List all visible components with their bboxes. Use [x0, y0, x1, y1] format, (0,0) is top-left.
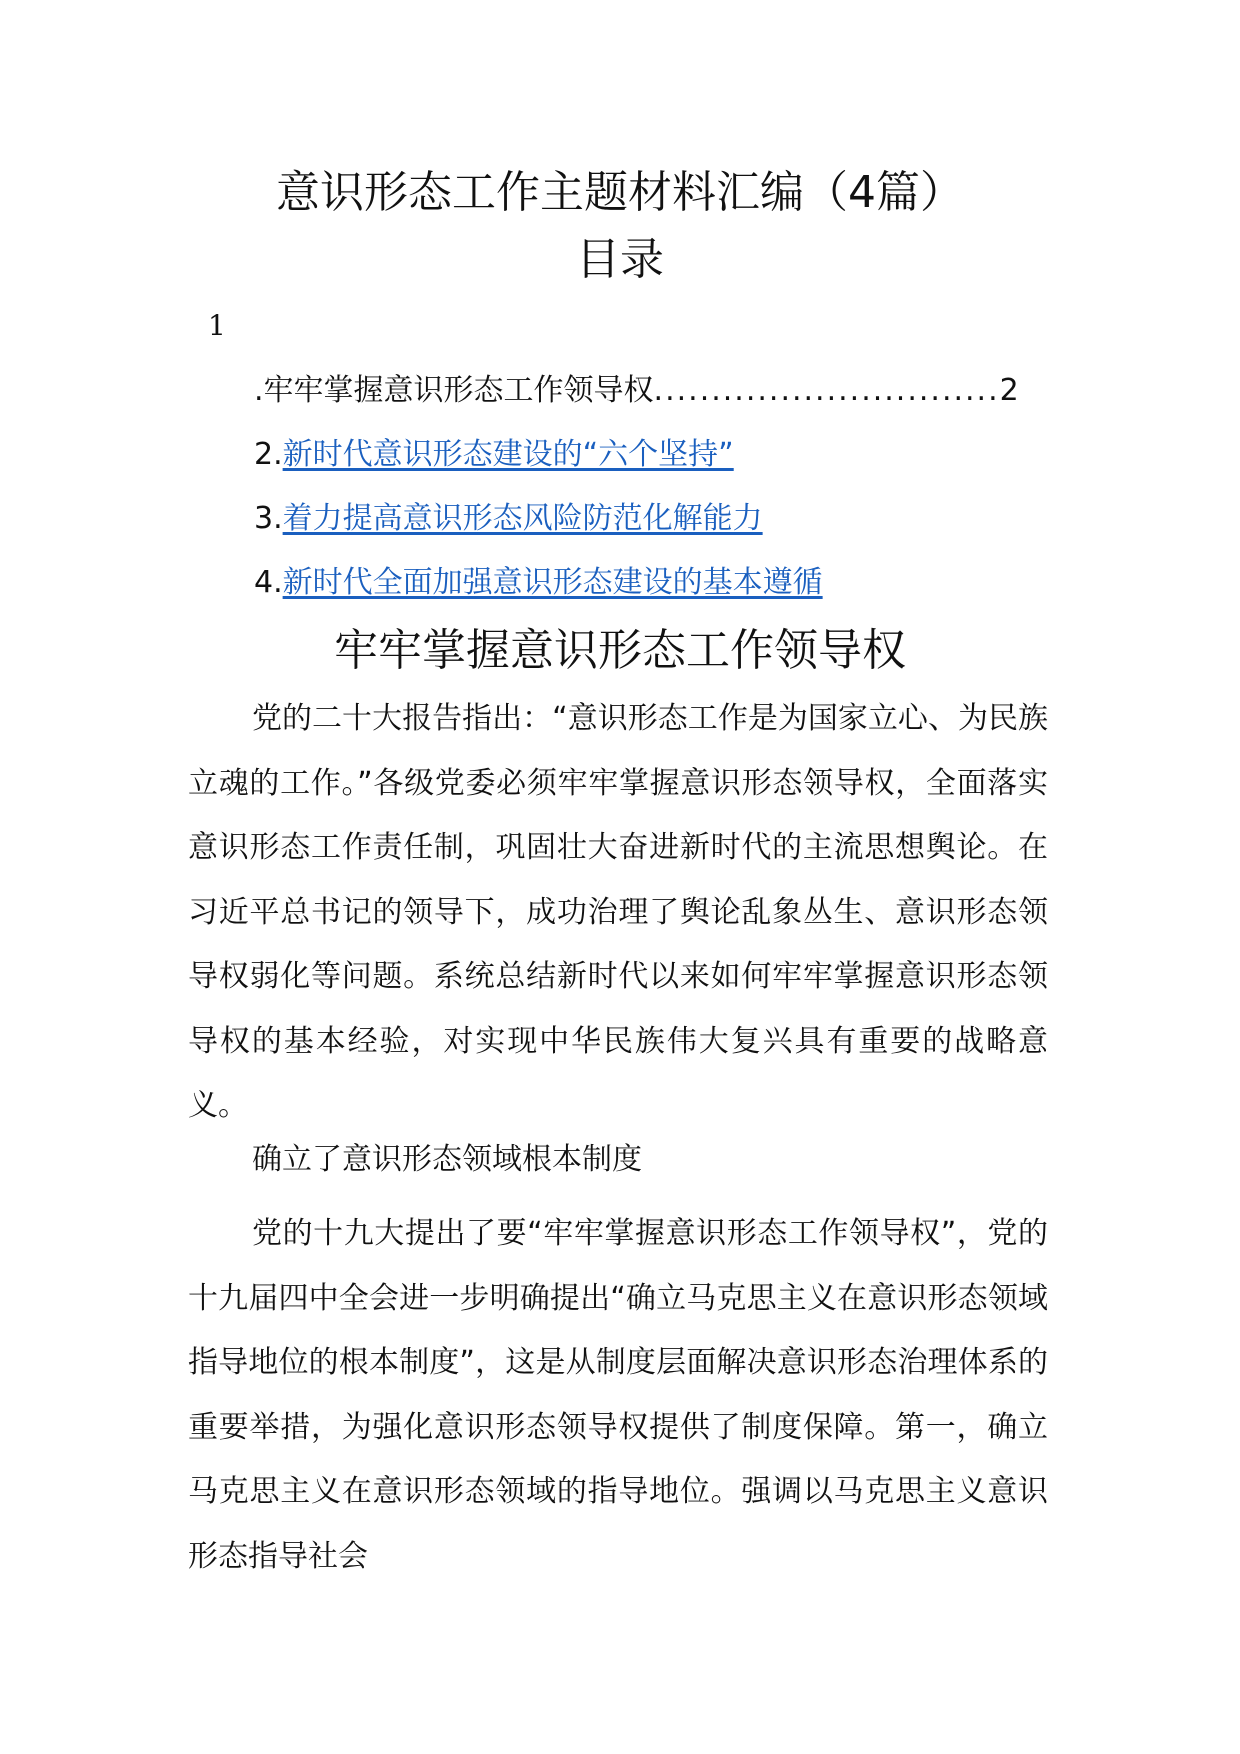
toc-entry-2: [254, 435, 734, 475]
toc-heading: 目录: [576, 234, 664, 285]
toc-entry-label: .牢牢掌握意识形态工作领导权: [254, 373, 654, 408]
toc-link[interactable]: 新时代意识形态建设的“六个坚持”: [282, 437, 734, 472]
toc-entry-number: 3.: [254, 501, 283, 536]
toc-page-number: 1: [208, 309, 226, 342]
toc-dot-leader: ..............................: [653, 373, 1000, 408]
toc-entry-number: 4.: [254, 565, 283, 600]
toc-entry-1[interactable]: [254, 371, 1054, 411]
document-title: 意识形态工作主题材料汇编（4篇）: [276, 167, 964, 218]
toc-entry-number: 2.: [254, 437, 283, 472]
toc-entry-3: [254, 499, 763, 539]
subheading: 确立了意识形态领域根本制度: [252, 1142, 642, 1177]
body-paragraph: 党的十九大提出了要“牢牢掌握意识形态工作领导权”，党的十九届四中全会进一步明确提出“确立马克思主义在意识形态领域指导地位的根本制度”，这是从制度层面解决意识形态治理体系的重要举措，为强化意识形态领导权提供了制度保障。第一，确立马克思主义在意识形态领域的指导地位。强调以马克思主义意识形态指导社会: [188, 1216, 1048, 1574]
toc-link[interactable]: 着力提高意识形态风险防范化解能力: [282, 501, 763, 536]
toc-entry-page: 2: [999, 373, 1019, 408]
toc-link[interactable]: 新时代全面加强意识形态建设的基本遵循: [282, 565, 823, 600]
body-paragraph: 党的二十大报告指出：“意识形态工作是为国家立心、为民族立魂的工作。”各级党委必须牢牢掌握意识形态领导权，全面落实意识形态工作责任制，巩固壮大奋进新时代的主流思想舆论。在习近平总书记的领导下，成功治理了舆论乱象丛生、意识形态领导权弱化等问题。系统总结新时代以来如何牢牢掌握意识形态领导权的基本经验，对实现中华民族伟大复兴具有重要的战略意义。: [188, 701, 1048, 1123]
toc-entry-4: [254, 563, 823, 603]
section-title: 牢牢掌握意识形态工作领导权: [334, 625, 906, 676]
